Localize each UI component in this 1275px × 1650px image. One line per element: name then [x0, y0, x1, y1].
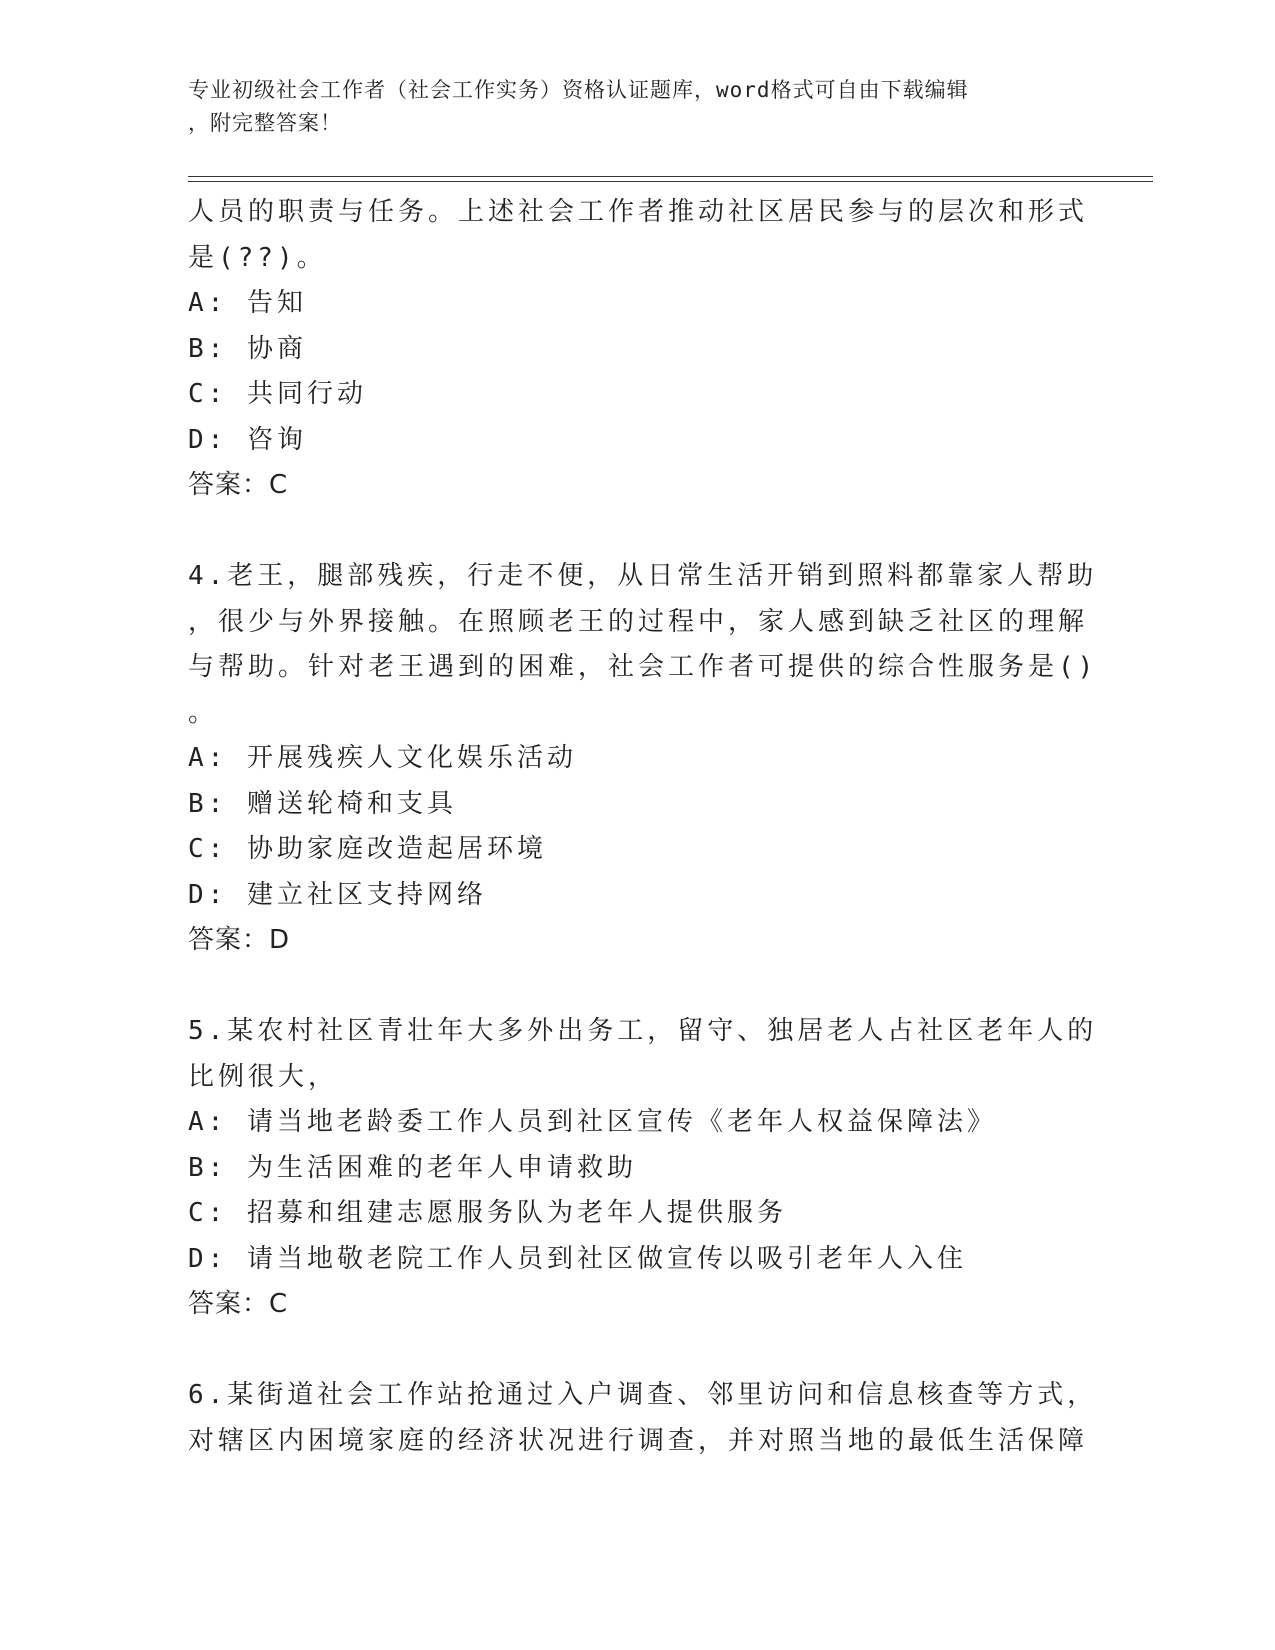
document-header — [188, 74, 1068, 140]
header-rule-bottom — [188, 181, 1153, 182]
option-c: C: 招募和组建志愿服务队为老年人提供服务 — [188, 1198, 787, 1228]
header-line-1: 专业初级社会工作者（社会工作实务）资格认证题库，word格式可自由下载编辑 — [188, 78, 969, 102]
spacer — [188, 1328, 1088, 1374]
option-c: C: 协助家庭改造起居环境 — [188, 834, 547, 864]
question-text: 人员的职责与任务。上述社会工作者推动社区居民参与的层次和形式 — [188, 197, 1089, 227]
option-d: D: 请当地敬老院工作人员到社区做宣传以吸引老年人入住 — [188, 1243, 967, 1274]
question-text: 是(??)。 — [188, 242, 327, 273]
option-d: D: 建立社区支持网络 — [188, 879, 487, 910]
question-3-continued — [188, 190, 1088, 509]
question-text: 4.老王，腿部残疾，行走不便，从日常生活开销到照料都靠家人帮助 — [188, 561, 1098, 591]
header-line-2: ，附完整答案！ — [188, 111, 342, 135]
question-4 — [188, 554, 1098, 964]
document-body — [188, 190, 1098, 1464]
option-b: B: 赠送轮椅和支具 — [188, 788, 457, 819]
spacer — [188, 964, 1088, 1010]
question-5 — [188, 1009, 1098, 1328]
option-a: A: 开展残疾人文化娱乐活动 — [188, 743, 577, 773]
question-text: 对辖区内困境家庭的经济状况进行调查，并对照当地的最低生活保障 — [188, 1425, 1089, 1456]
option-b: B: 协商 — [188, 333, 307, 364]
question-text: 。 — [188, 697, 219, 728]
option-a: A: 告知 — [188, 288, 307, 318]
option-c: C: 共同行动 — [188, 379, 367, 409]
question-text: 5.某农村社区青壮年大多外出务工，留守、独居老人占社区老年人的 — [188, 1016, 1098, 1046]
answer: 答案：D — [188, 925, 291, 955]
answer: 答案：C — [188, 470, 289, 500]
question-text: ，很少与外界接触。在照顾老王的过程中，家人感到缺乏社区的理解 — [188, 606, 1089, 637]
option-d: D: 咨询 — [188, 424, 307, 455]
header-rule-top — [188, 176, 1153, 177]
option-a: A: 请当地老龄委工作人员到社区宣传《老年人权益保障法》 — [188, 1107, 997, 1137]
question-text: 6.某街道社会工作站抢通过入户调查、邻里访问和信息核查等方式， — [188, 1380, 1098, 1410]
option-b: B: 为生活困难的老年人申请救助 — [188, 1152, 637, 1183]
question-6 — [188, 1373, 1098, 1464]
spacer — [188, 509, 1088, 555]
answer: 答案：C — [188, 1289, 289, 1319]
question-text: 与帮助。针对老王遇到的困难，社会工作者可提供的综合性服务是() — [188, 652, 1098, 682]
question-text: 比例很大， — [188, 1061, 339, 1092]
